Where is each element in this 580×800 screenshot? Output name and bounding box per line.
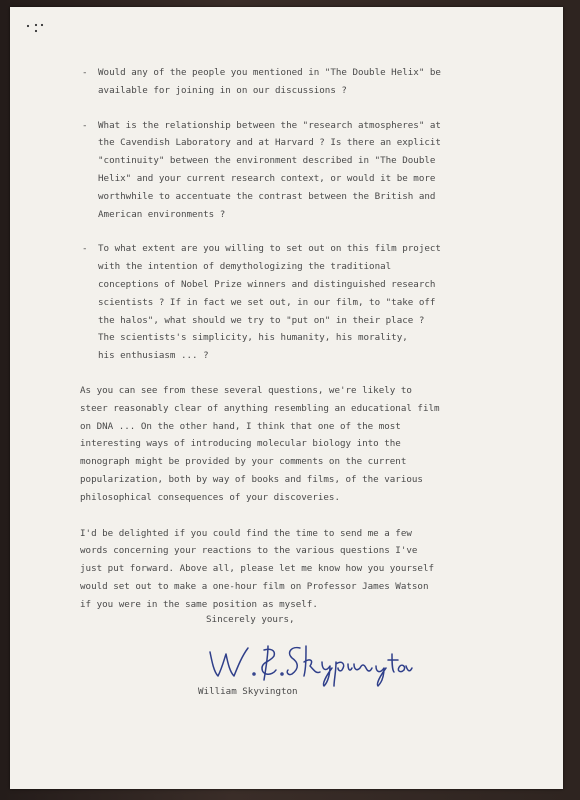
text-line: the Cavendish Laboratory and at Harvard ? Is there an explicit <box>98 137 441 149</box>
text-line: I'd be delighted if you could find the time to send me a few <box>80 527 412 539</box>
text-line: with the intention of demythologizing the traditional <box>98 261 392 273</box>
text-line: interesting ways of introducing molecular biology into the <box>80 438 401 450</box>
bullet-item <box>80 117 520 224</box>
bullet-item <box>80 240 520 365</box>
text-line: Helix" and your current research context, or would it be more <box>98 172 436 184</box>
text-line: worthwhile to accentuate the contrast between the British and <box>98 190 436 202</box>
signer-name: William Skyvington <box>198 686 298 697</box>
handwritten-signature <box>196 632 416 692</box>
bullet-dash: - <box>82 67 88 78</box>
text-line: steer reasonably clear of anything resembling an educational film <box>80 402 440 414</box>
text-line: his enthusiasm ... ? <box>98 350 209 362</box>
text-line: would set out to make a one-hour film on Professor James Watson <box>80 580 429 592</box>
bullet-dash: - <box>82 243 88 255</box>
text-line: if you were in the same position as myself. <box>80 598 318 610</box>
text-line: popularization, both by way of books and films, of the various <box>80 473 423 485</box>
closing-text: Sincerely yours, <box>206 614 295 625</box>
text-line: American environments ? <box>98 208 226 220</box>
bullet-dash: - <box>82 119 88 131</box>
letter-body <box>80 64 520 614</box>
text-line: monograph might be provided by your comments on the current <box>80 456 407 468</box>
text-line: To what extent are you willing to set out on this film project <box>98 243 441 255</box>
text-line: the halos", what should we try to "put on" in their place ? <box>98 314 425 326</box>
text-line: available for joining in on our discussions ? <box>98 84 347 96</box>
text-line: "continuity" between the environment described in "The Double <box>98 155 436 167</box>
text-line: As you can see from these several questions, we're likely to <box>80 384 412 396</box>
text-line: philosophical consequences of your discoveries. <box>80 491 340 503</box>
text-line: Would any of the people you mentioned in "The Double Helix" be <box>98 67 441 78</box>
body-paragraph <box>80 382 520 507</box>
punch-marks <box>24 21 54 37</box>
text-line: conceptions of Nobel Prize winners and distinguished research <box>98 278 436 290</box>
text-line: What is the relationship between the "research atmospheres" at <box>98 119 441 131</box>
body-paragraph <box>80 525 520 614</box>
text-line: on DNA ... On the other hand, I think that one of the most <box>80 420 401 432</box>
text-line: words concerning your reactions to the various questions I've <box>80 545 418 557</box>
text-line: The scientists's simplicity, his humanity, his morality, <box>98 332 408 344</box>
text-line: scientists ? If in fact we set out, in our film, to "take off <box>98 296 436 308</box>
bullet-item <box>80 64 520 100</box>
text-line: just put forward. Above all, please let me know how you yourself <box>80 563 435 575</box>
